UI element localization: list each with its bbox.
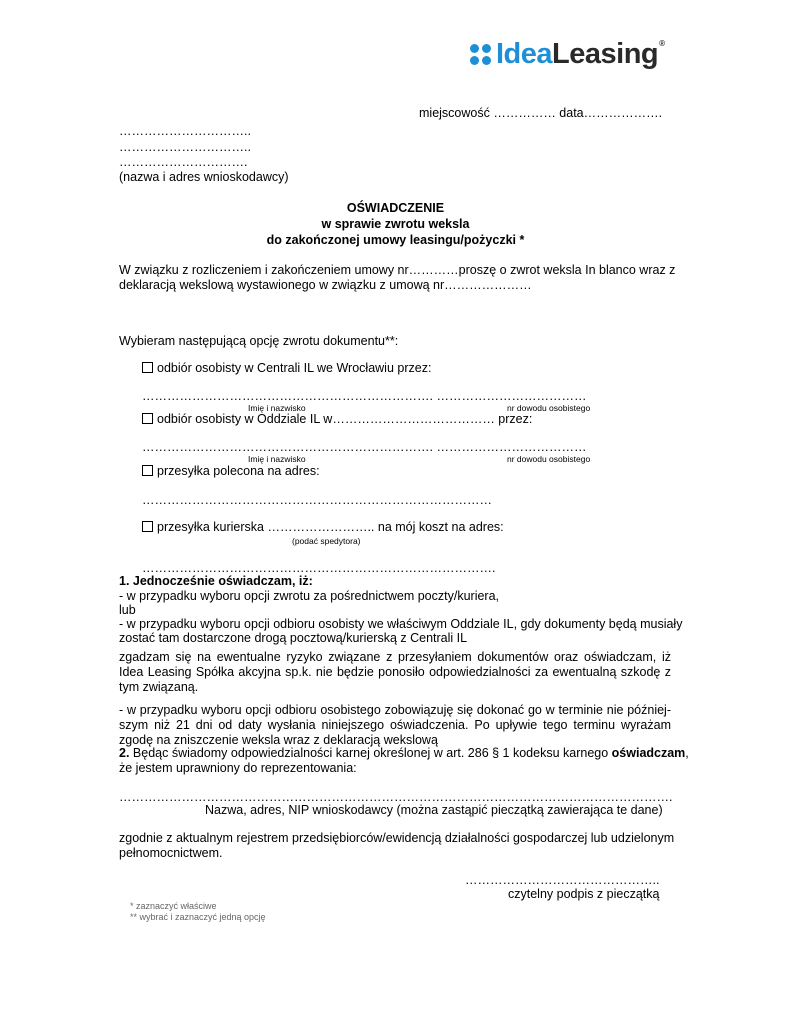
option-registered-mail[interactable]: przesyłka polecona na adres: xyxy=(142,464,320,478)
title-line-2: w sprawie zwrotu weksla xyxy=(321,217,470,231)
option-branch[interactable]: odbiór osobisty w Oddziale IL w………………………………… przez: xyxy=(142,412,532,426)
address-line-1: ………………………….. xyxy=(119,124,251,138)
signature-dots: ……………………………………….. xyxy=(465,873,660,887)
section1-line-1: - w przypadku wyboru opcji zwrotu za pośrednictwem poczty/kuriera, xyxy=(119,589,500,603)
checkbox-courier[interactable] xyxy=(142,521,153,532)
title-line-1: OŚWIADCZENIE xyxy=(346,201,445,215)
address-caption: (nazwa i adres wnioskodawcy) xyxy=(119,170,289,184)
dots-name-1: ……………………………………………………………. ……………………………… xyxy=(142,389,587,403)
section1-line-4: zostać tam dostarczone drogą pocztową/kurierską z Centrali IL xyxy=(119,631,468,645)
logo-dots-icon xyxy=(470,44,491,65)
label-id-1: nr dowodu osobistego xyxy=(507,403,591,413)
label-name-2: Imię i nazwisko xyxy=(248,454,306,464)
section2-line-2: że jestem uprawniony do reprezentowania: xyxy=(119,761,357,775)
dots-name-2: ……………………………………………………………. ……………………………… xyxy=(142,440,587,454)
checkbox-branch[interactable] xyxy=(142,413,153,424)
representation-dots: ……………………………………………………………………………………………………………………. xyxy=(119,790,673,804)
intro-line-2: deklaracją wekslową wystawionego w związku z umową nr………………… xyxy=(119,278,532,292)
dots-address-4: …………………………………………………………………………. xyxy=(142,561,496,575)
registry-line-1: zgodnie z aktualnym rejestrem przedsiębiorców/ewidencją działalności gospodarczej lub udzielonym xyxy=(119,831,675,845)
address-line-2: ………………………….. xyxy=(119,140,251,154)
signature-caption: czytelny podpis z pieczątką xyxy=(508,887,660,901)
pickup-paragraph: - w przypadku wyboru opcji odbioru osobistego zobowiązuję się dokonać go w terminie nie późniejszym niż 21 dni od daty wysłania niniejszego oświadczenia. Po upływie tego terminu wyrażam zgodę na zniszczenie weksla wraz z deklaracją wekslową xyxy=(119,703,671,747)
label-courier: (podać spedytora) xyxy=(292,536,361,546)
idea-leasing-logo xyxy=(470,36,665,72)
option-central[interactable]: odbiór osobisty w Centrali IL we Wrocławiu przez: xyxy=(142,361,431,375)
label-id-2: nr dowodu osobistego xyxy=(507,454,591,464)
choose-option: Wybieram następującą opcję zwrotu dokumentu**: xyxy=(119,334,399,348)
title-line-3: do zakończonej umowy leasingu/pożyczki * xyxy=(266,233,525,247)
risk-paragraph: zgadzam się na ewentualne ryzyko związane z przesyłaniem dokumentów oraz oświadczam, iż Idea Leasing Spółka akcyjna sp.k. nie będzie ponosiło odpowiedzialności za ewentualną szkodę z tym związaną. xyxy=(119,650,671,694)
representation-caption: Nazwa, adres, NIP wnioskodawcy (można zastąpić pieczątką zawierająca te dane) xyxy=(205,803,663,817)
registry-line-2: pełnomocnictwem. xyxy=(119,846,223,860)
logo-text: IdeaLeasing® xyxy=(496,37,665,70)
footnote-2: ** wybrać i zaznaczyć jedną opcję xyxy=(130,912,266,922)
place-date: miejscowość …………… data………………. xyxy=(419,106,663,120)
dots-address-3: ………………………………………………………………………… xyxy=(142,493,492,507)
address-line-3: …………………………. xyxy=(119,155,248,169)
footnote-1: * zaznaczyć właściwe xyxy=(130,901,217,911)
checkbox-central[interactable] xyxy=(142,362,153,373)
checkbox-registered-mail[interactable] xyxy=(142,465,153,476)
section1-line-3: - w przypadku wyboru opcji odbioru osobisty we właściwym Oddziale IL, gdy dokumenty będą musiały xyxy=(119,617,683,631)
section2-line-1: 2. Będąc świadomy odpowiedzialności karnej określonej w art. 286 § 1 kodeksu karnego oświadczam, xyxy=(119,746,689,760)
intro-line-1: W związku z rozliczeniem i zakończeniem umowy nr…………proszę o zwrot weksla In blanco wraz z xyxy=(119,263,676,277)
label-name-1: Imię i nazwisko xyxy=(248,403,306,413)
section1-heading: 1. Jednocześnie oświadczam, iż: xyxy=(119,574,313,588)
option-courier[interactable]: przesyłka kurierska …………………….. na mój koszt na adres: xyxy=(142,520,504,534)
section1-line-2: lub xyxy=(119,603,136,617)
